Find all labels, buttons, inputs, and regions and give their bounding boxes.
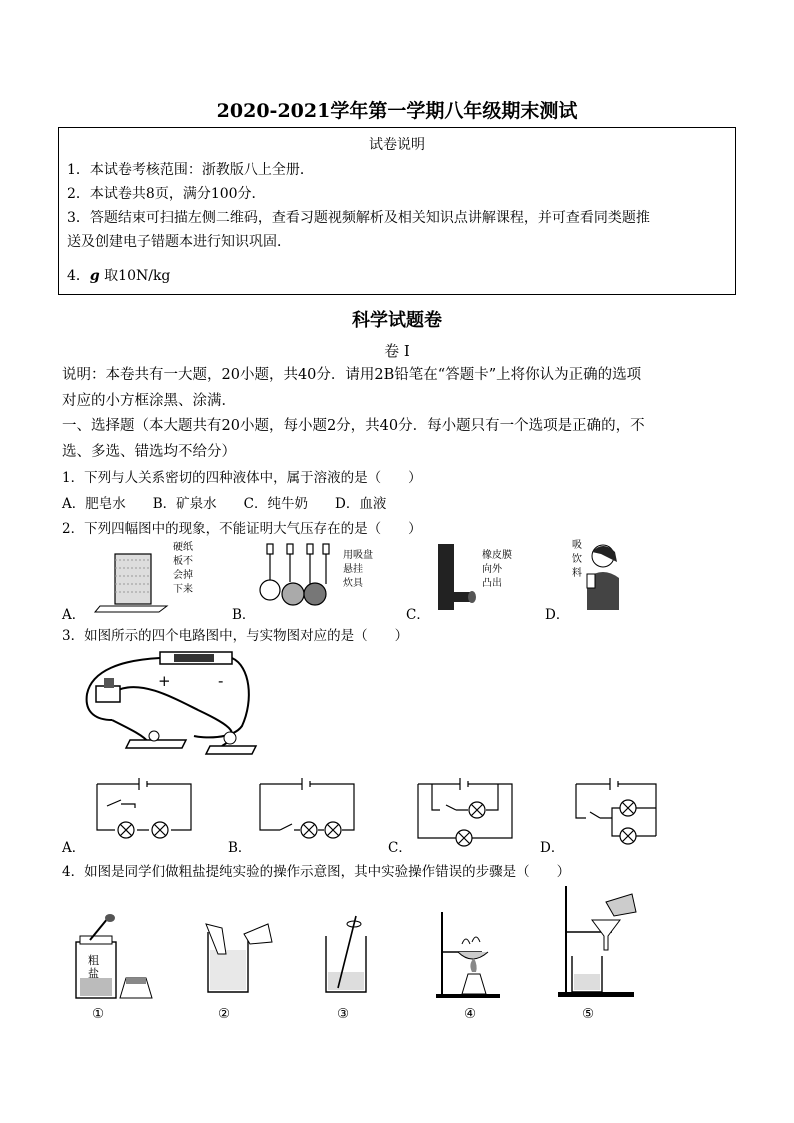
q3-circuit-d: [574, 778, 660, 846]
part1-heading-line2: 选、多选、错选均不给分）: [62, 444, 236, 460]
q2-figure-a-cup: [95, 542, 205, 614]
instruction-item: 3．答题结束可扫描左侧二维码，查看习题视频解析及相关知识点讲解课程，并可查看同类题推: [67, 210, 650, 226]
section-title: 科学试题卷: [352, 310, 442, 331]
q4-step4-evaporate: [436, 904, 506, 1000]
q2-figure-b-suction-cups: [255, 540, 385, 612]
q2-stem: 2．下列四幅图中的现象，不能证明大气压存在的是（ ）: [62, 521, 422, 537]
q4-step3-stir: [320, 914, 380, 998]
instruction-item: 送及创建电子错题本进行知识巩固．: [67, 234, 291, 250]
q1-stem: 1．下列与人关系密切的四种液体中，属于溶液的是（ ）: [62, 470, 422, 486]
q4-step-label-3: ③: [337, 1006, 350, 1022]
q2-figure-c-tube: [430, 540, 530, 616]
instruction-item-4: [67, 264, 170, 288]
q2c-caption-line: 凸出: [482, 578, 502, 589]
q4-step-label-4: ④: [464, 1006, 477, 1022]
q2-label-b: B．: [232, 607, 256, 623]
part1-heading-line1: 一、选择题（本大题共有20小题，每小题2分，共40分．每小题只有一个选项是正确的，不: [62, 418, 645, 434]
q2-figure-d-girl-drinking: [565, 538, 635, 616]
instruction-item: 1．本试卷考核范围：浙教版八上全册．: [67, 162, 314, 178]
q2d-caption-line: 吸: [572, 540, 582, 551]
q2a-caption-line: 会掉: [173, 570, 193, 581]
q4-step2-dissolve: [198, 914, 288, 998]
q3-circuit-b: [258, 778, 358, 840]
q2d-caption-line: 料: [572, 568, 582, 579]
item4-g: g: [89, 268, 100, 284]
q2c-caption-line: 橡皮膜: [482, 550, 512, 561]
q1-options: A．肥皂水 B．矿泉水 C．纯牛奶 D．血液: [62, 496, 387, 512]
section-note-line1: 说明：本卷共有一大题，20小题，共40分．请用2B铅笔在“答题卡”上将你认为正确的选项: [62, 367, 642, 383]
q4-step1-jar: [70, 916, 160, 1000]
item4-prefix: 4．: [67, 268, 90, 284]
q2-label-d: D．: [545, 607, 570, 623]
q2d-caption-line: 饮: [572, 554, 582, 565]
item4-text: 取10N/kg: [99, 268, 171, 284]
instructions-heading: 试卷说明: [369, 137, 425, 153]
q2b-caption-line: 炊具: [343, 578, 363, 589]
q2-label-c: C．: [406, 607, 430, 623]
q3-physical-circuit: [82, 650, 262, 758]
q4-step-label-1: ①: [92, 1006, 105, 1022]
jar-label-char: 粗: [88, 954, 99, 967]
q3-label-b: B．: [228, 840, 252, 856]
jar-label-char: 盐: [88, 967, 99, 980]
q3-stem: 3．如图所示的四个电路图中，与实物图对应的是（ ）: [62, 628, 409, 644]
q3-circuit-a: [95, 778, 195, 840]
plus-sign: +: [158, 672, 171, 690]
q2a-caption-line: 下来: [173, 584, 193, 595]
q2a-caption-line: 板不: [173, 556, 193, 567]
q4-step-label-2: ②: [218, 1006, 231, 1022]
q2c-caption-line: 向外: [482, 564, 502, 575]
instructions-box: [58, 127, 736, 295]
minus-sign: -: [218, 672, 224, 690]
q4-step5-filter: [556, 882, 646, 1000]
q2b-caption-line: 用吸盘: [343, 550, 373, 561]
q3-label-a: A．: [62, 840, 86, 856]
q2b-caption-line: 悬挂: [343, 564, 363, 575]
exam-title: 2020-2021学年第一学期八年级期末测试: [216, 100, 578, 122]
q3-circuit-c: [416, 778, 516, 848]
instruction-item: 2．本试卷共8页，满分100分．: [67, 186, 266, 202]
q2-label-a: A．: [62, 607, 86, 623]
q3-label-c: C．: [388, 840, 412, 856]
volume-label: 卷 I: [384, 342, 410, 360]
q3-label-d: D．: [540, 840, 565, 856]
q4-stem: 4．如图是同学们做粗盐提纯实验的操作示意图，其中实验操作错误的步骤是（ ）: [62, 864, 571, 880]
section-note-line2: 对应的小方框涂黑、涂满．: [62, 393, 236, 409]
q4-step-label-5: ⑤: [582, 1006, 595, 1022]
q2a-caption-line: 硬纸: [173, 542, 193, 553]
